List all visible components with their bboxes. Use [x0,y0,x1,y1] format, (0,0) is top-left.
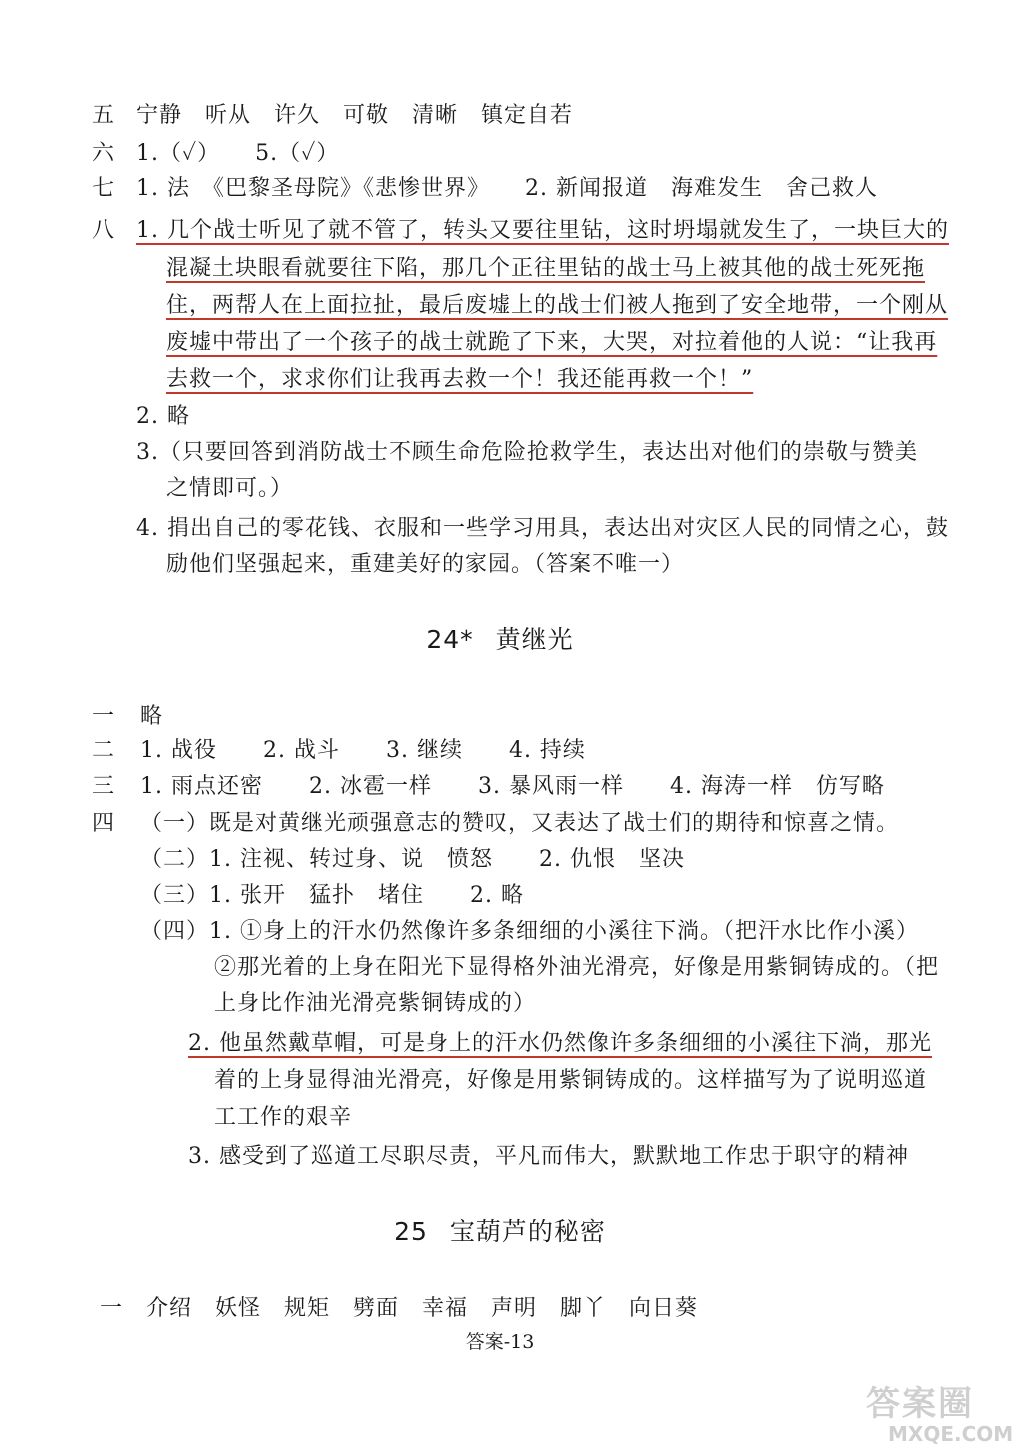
l24-answer-4-part4-2b: 上身比作油光滑亮紫铜铸成的） [214,991,537,1016]
answer-8-q1-line4: 废墟中带出了一个孩子的战士就跪了下来，大哭，对拉着他的人说：“让我再 [166,330,938,355]
lesson-24-number: 24* [426,625,474,654]
answer-8-q3-line1: 3.（只要回答到消防战士不顾生命危险抢救学生，表达出对他们的崇敬与赞美 [136,440,918,465]
l24-answer-4-part3: （三）1. 张开 猛扑 堵住 2. 略 [140,883,524,908]
lesson-24-title: 黄继光 [495,625,574,654]
watermark-logo [866,1384,1013,1447]
l24-answer-4-part4-1: （四）1. ①身上的汗水仍然像许多条细细的小溪往下淌。（把汗水比作小溪） [140,919,919,944]
watermark-top: 答案圈 [866,1384,974,1424]
lesson-25-heading [0,1212,1000,1248]
answer-7: 1. 法 《巴黎圣母院》《悲惨世界》 2. 新闻报道 海难发生 舍己救人 [136,176,878,201]
l25-answer-1: 介绍 妖怪 规矩 劈面 幸福 声明 脚丫 向日葵 [146,1296,699,1321]
l24-answer-4-part1: （一）既是对黄继光顽强意志的赞叹，又表达了战士们的期待和惊喜之情。 [140,811,900,836]
answer-8-q4-line2: 励他们坚强起来，重建美好的家园。（答案不唯一） [166,552,685,577]
answer-8-q3-line2: 之情即可。） [166,476,294,501]
section-label-7: 七 [92,176,115,201]
section-label-5: 五 [92,103,115,128]
l24-answer-4-q3: 3. 感受到了巡道工尽职尽责，平凡而伟大，默默地工作忠于职守的精神 [188,1144,909,1169]
l24-answer-4-part4-2a: ②那光着的上身在阳光下显得格外油光滑亮，好像是用紫铜铸成的。（把 [214,955,940,980]
l24-label-2: 二 [92,738,115,763]
l24-answer-3: 1. 雨点还密 2. 冰雹一样 3. 暴风雨一样 4. 海涛一样 仿写略 [140,774,885,799]
lesson-24-heading [0,620,1000,656]
answer-5: 宁静 听从 许久 可敬 清晰 镇定自若 [136,103,574,128]
l24-answer-4-part2: （二）1. 注视、转过身、说 愤怒 2. 仇恨 坚决 [140,847,685,872]
l24-label-1: 一 [92,704,115,729]
answer-8-q2: 2. 略 [136,404,190,429]
answer-8-q1-line5: 去救一个，求求你们让我再去救一个！我还能再救一个！” [166,367,754,392]
answer-8-q1-line2: 混凝土块眼看就要往下陷，那几个正往里钻的战士马上被其他的战士死死拖 [166,256,926,281]
watermark-bottom: MXQE.COM [888,1422,1013,1446]
l24-answer-1: 略 [140,704,164,729]
l24-answer-2: 1. 战役 2. 战斗 3. 继续 4. 持续 [140,738,586,763]
l24-answer-4-q2-line2: 着的上身显得油光滑亮，好像是用紫铜铸成的。这样描写为了说明巡道 [214,1068,928,1093]
section-label-8: 八 [92,218,115,243]
answer-8-q1-line3: 住，两帮人在上面拉扯，最后废墟上的战士们被人拖到了安全地带，一个刚从 [166,293,949,318]
section-label-6: 六 [92,141,115,166]
l24-answer-4-q2-line3: 工工作的艰辛 [214,1105,353,1130]
lesson-25-number: 25 [394,1217,428,1246]
l24-label-4: 四 [92,811,115,836]
page-number: 答案-13 [465,1331,535,1353]
answer-6: 1.（✓） 5.（✓） [136,141,340,166]
answer-8-q1-line1: 1. 几个战士听见了就不管了，转头又要往里钻，这时坍塌就发生了，一块巨大的 [136,218,949,243]
lesson-25-title: 宝葫芦的秘密 [449,1217,606,1246]
answer-8-q4-line1: 4. 捐出自己的零花钱、衣服和一些学习用具，表达出对灾区人民的同情之心，鼓 [136,516,949,541]
l25-label-1: 一 [100,1296,123,1321]
l24-answer-4-q2-line1: 2. 他虽然戴草帽，可是身上的汗水仍然像许多条细细的小溪往下淌，那光 [188,1031,932,1056]
l24-label-3: 三 [92,774,115,799]
